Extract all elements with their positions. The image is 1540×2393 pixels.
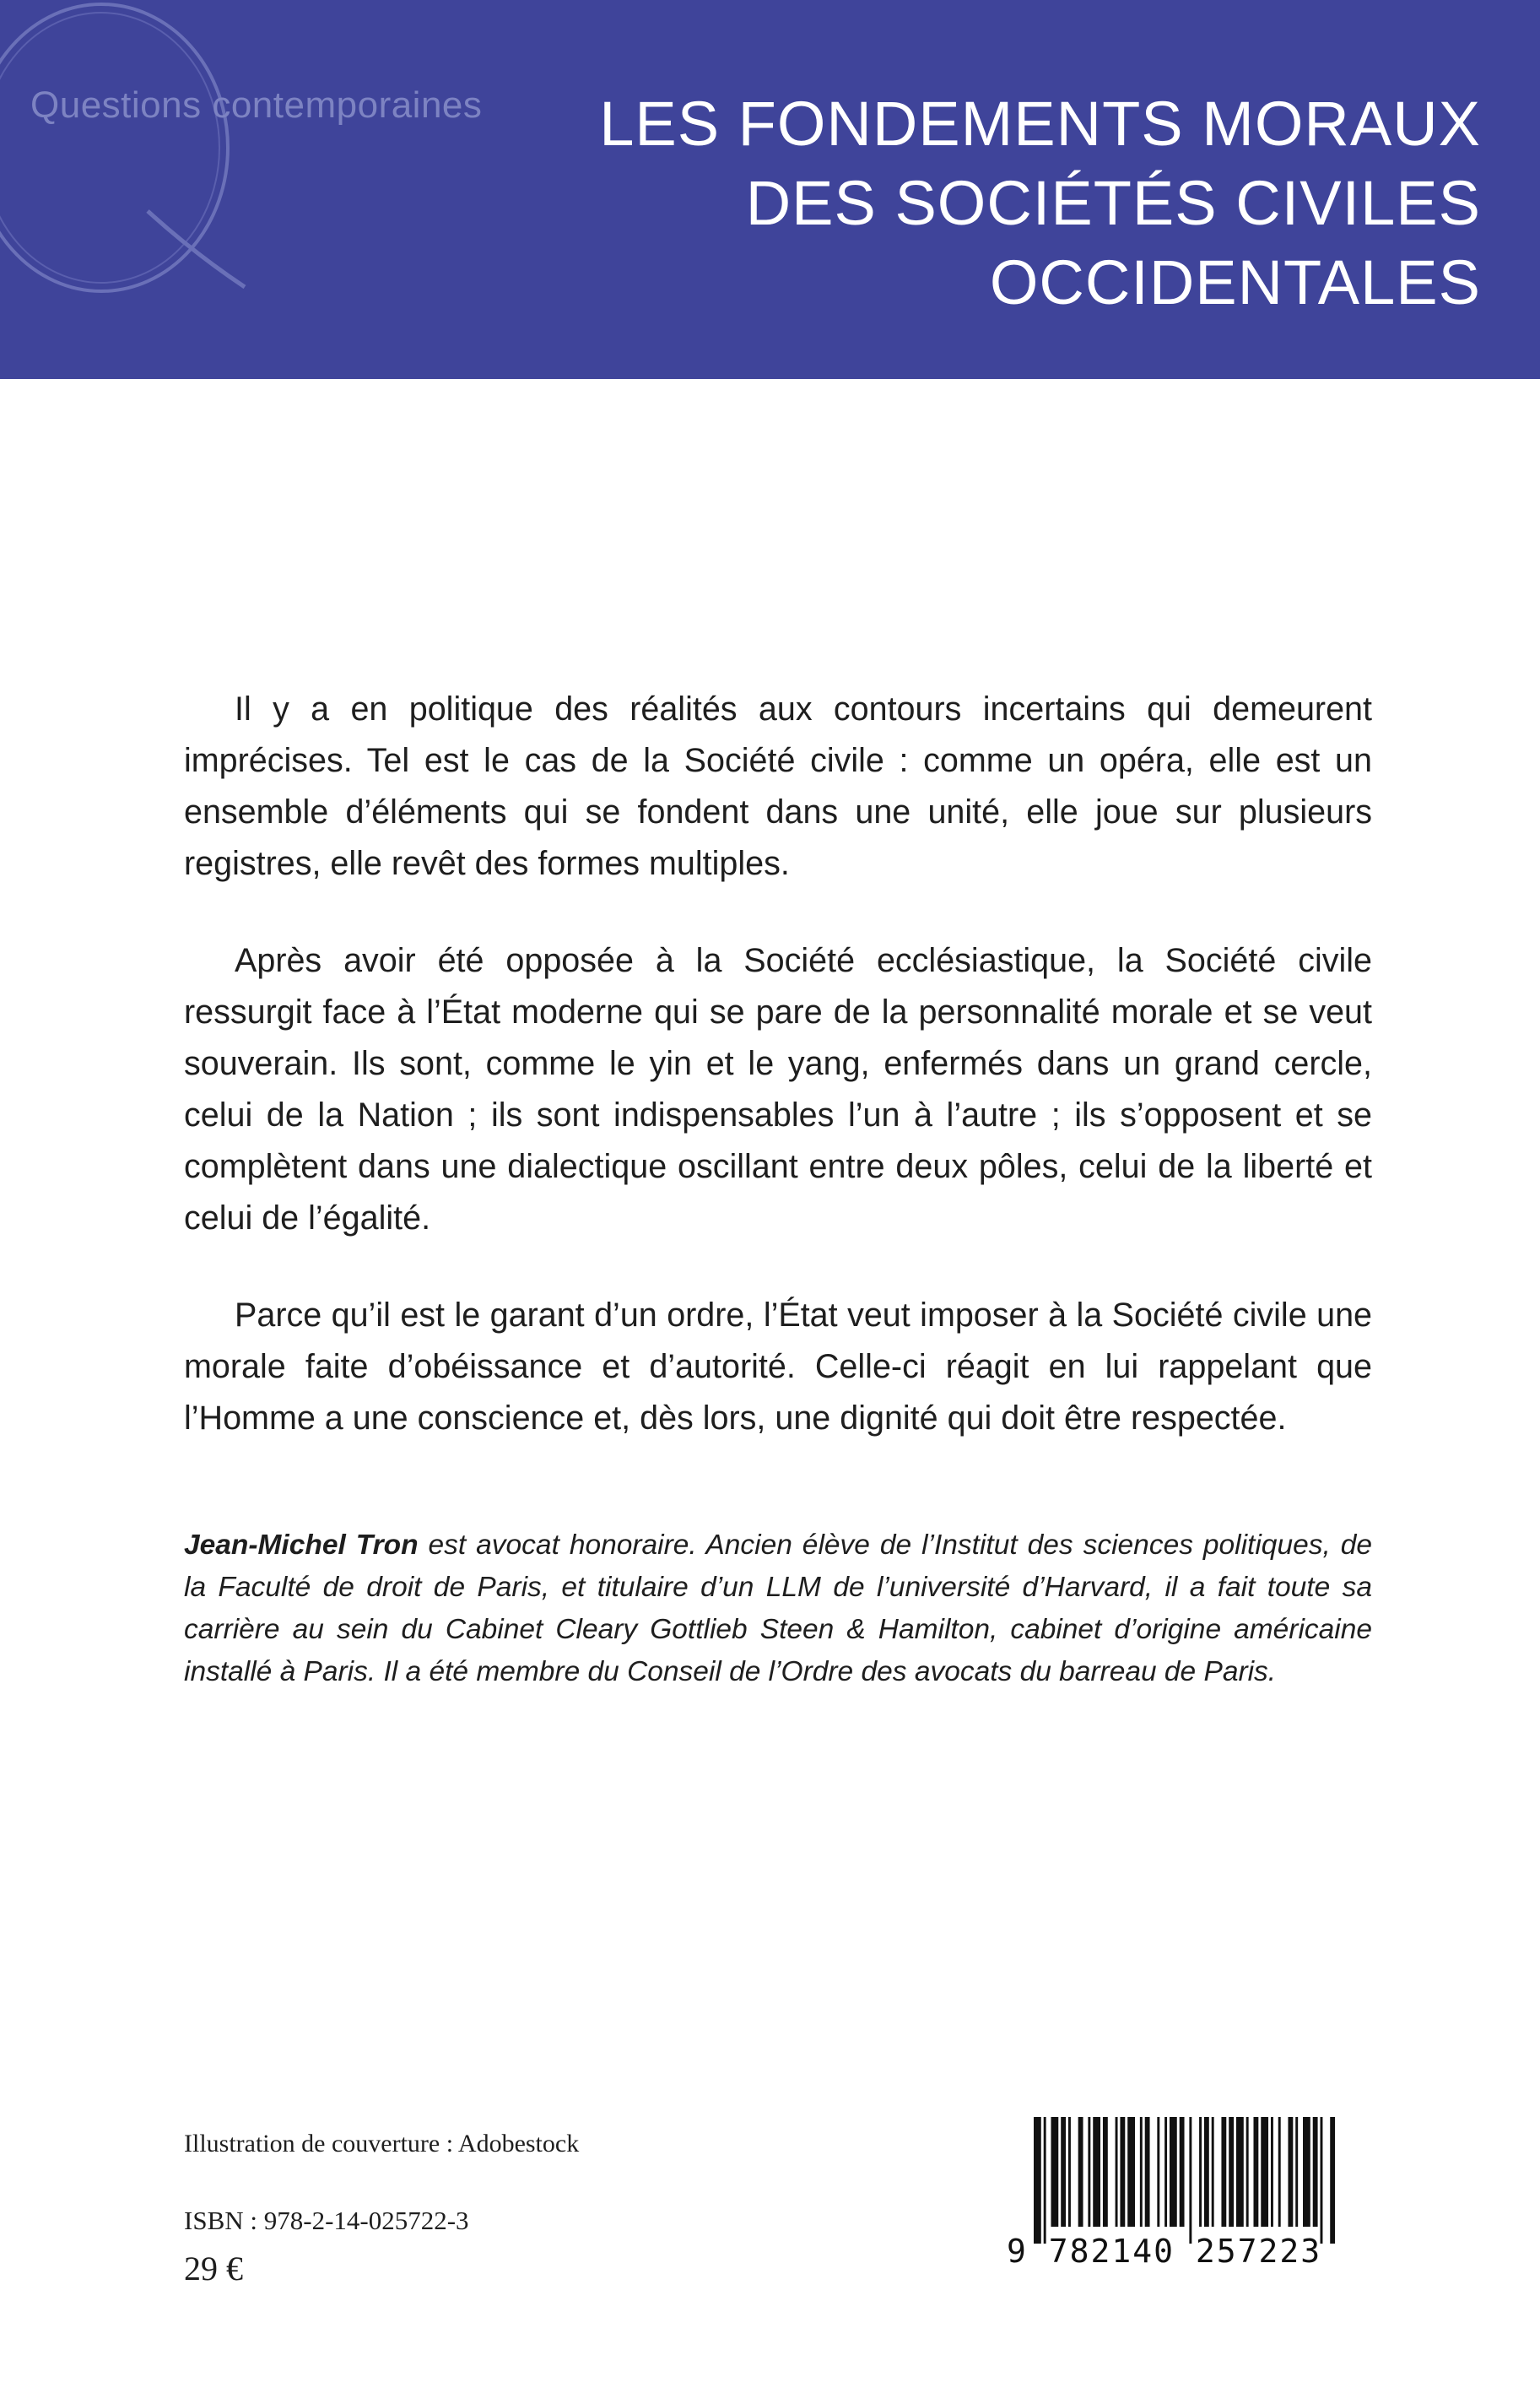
- header-band: [0, 0, 1540, 379]
- barcode-bar: [1034, 2117, 1041, 2244]
- book-title-line-2: DES SOCIÉTÉS CIVILES: [745, 168, 1481, 238]
- barcode-bar: [1321, 2117, 1323, 2244]
- barcode-bar: [1236, 2117, 1244, 2227]
- blurb-paragraph-1: Il y a en politique des réalités aux contours incertains qui demeurent imprécises. Tel est le cas de la Société civile : comme un opéra, elle est un ensemble d’éléments qui se fondent dans une unité, elle joue sur plusieurs registres, elle revêt des formes multiples.: [184, 690, 1372, 882]
- barcode-bar: [1140, 2117, 1143, 2227]
- barcode-bar: [1261, 2117, 1268, 2227]
- barcode-bar: [1103, 2117, 1108, 2227]
- barcode-bar: [1170, 2117, 1177, 2227]
- barcode-bar: [1278, 2117, 1281, 2227]
- barcode-bar: [1221, 2117, 1226, 2227]
- series-name: Questions contemporaines: [30, 84, 483, 126]
- barcode-bar: [1093, 2117, 1100, 2227]
- blurb-paragraph-2: Après avoir été opposée à la Société ecclésiastique, la Société civile ressurgit face à l’État moderne qui se pare de la personnalité morale et se veut souverain. Ils sont, comme le yin et le yang, enfermés dans un grand cercle, celui de la Nation ; ils sont indispensables l’un à l’autre ; ils s’opposent et se complètent dans une dialectique oscillant entre deux pôles, celui de la liberté et celui de l’égalité.: [184, 942, 1372, 1237]
- barcode-bar: [1068, 2117, 1071, 2227]
- isbn: ISBN : 978-2-14-025722-3: [184, 2206, 469, 2235]
- barcode-bar: [1088, 2117, 1090, 2227]
- barcode-bar: [1212, 2117, 1214, 2227]
- barcode-bar: [1199, 2117, 1202, 2227]
- barcode-bar: [1044, 2117, 1046, 2244]
- barcode-bar: [1303, 2117, 1310, 2227]
- barcode-bar: [1116, 2117, 1118, 2227]
- author-bio-text: est avocat honoraire. Ancien élève de l’Institut des sciences politiques, de la Faculté de droit de Paris, et titulaire d’un LLM de l’université d’Harvard, il a fait toute sa carrière au sein du Cabinet Cleary Gottlieb Steen & Hamilton, cabinet d’origine américaine installé à Paris. Il a été membre du Conseil de l’Ordre des avocats du barreau de Paris.: [184, 1529, 1372, 1687]
- author-bio: [184, 1524, 1372, 1693]
- blurb: [184, 684, 1372, 1490]
- barcode-bar: [1157, 2117, 1159, 2227]
- blurb-paragraph-3: Parce qu’il est le garant d’un ordre, l’État veut imposer à la Société civile une morale faite d’obéissance et d’autorité. Celle-ci réagit en lui rappelant que l’Homme a une conscience et, dès lors, une dignité qui doit être respectée.: [184, 1297, 1372, 1437]
- book-title-line-3: OCCIDENTALES: [989, 247, 1481, 317]
- author-name: Jean-Michel Tron: [184, 1529, 419, 1561]
- barcode-digits: 9 782140 257223: [1007, 2233, 1322, 2270]
- barcode-bar: [1288, 2117, 1293, 2227]
- barcode-bar: [1078, 2117, 1083, 2227]
- barcode-bar: [1246, 2117, 1249, 2227]
- barcode-bar: [1295, 2117, 1298, 2227]
- price: 29 €: [184, 2250, 243, 2287]
- illustration-credit: Illustration de couverture : Adobestock: [184, 2130, 580, 2157]
- book-title: [553, 84, 1481, 322]
- barcode-bar: [1061, 2117, 1066, 2227]
- barcode-bar: [1120, 2117, 1125, 2227]
- barcode-bar: [1229, 2117, 1234, 2227]
- barcode-bar: [1145, 2117, 1150, 2227]
- barcode-bar: [1330, 2117, 1335, 2244]
- q-letter-outline-icon: [0, 0, 270, 304]
- barcode-bar: [1127, 2117, 1135, 2227]
- barcode-bar: [1313, 2117, 1318, 2227]
- barcode-bar: [1204, 2117, 1209, 2227]
- barcode-bar: [1271, 2117, 1273, 2227]
- barcode-bar: [1051, 2117, 1058, 2227]
- book-title-line-1: LES FONDEMENTS MORAUX: [599, 89, 1481, 159]
- barcode-bar: [1253, 2117, 1258, 2227]
- barcode-bar: [1180, 2117, 1185, 2227]
- barcode-bar: [1164, 2117, 1167, 2227]
- barcode-bar: [1189, 2117, 1191, 2244]
